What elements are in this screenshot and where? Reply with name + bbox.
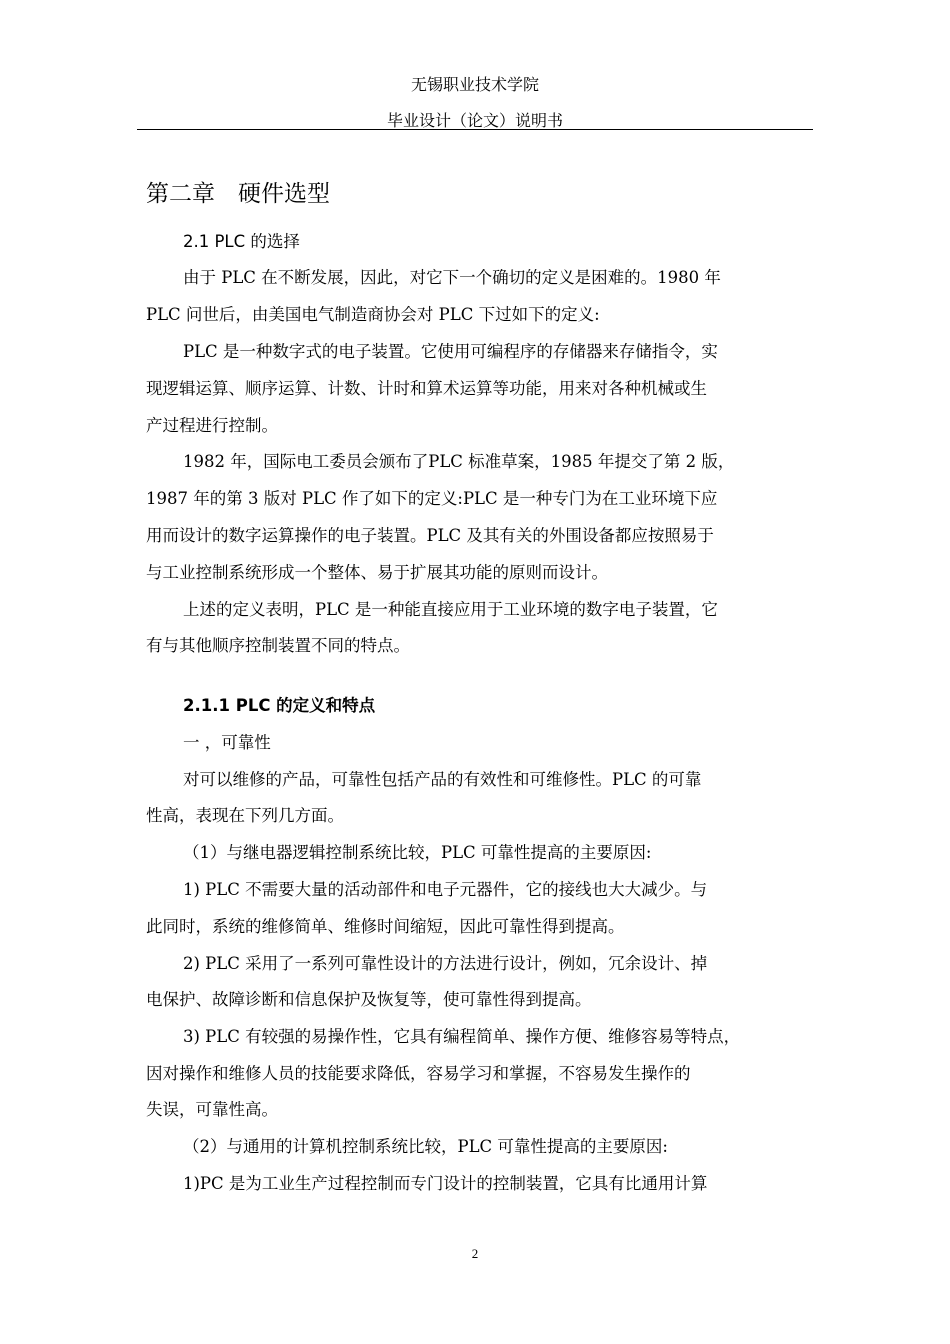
text-line: 对可以维修的产品，可靠性包括产品的有效性和可维修性。PLC 的可靠: [183, 770, 702, 789]
text-line: 用而设计的数字运算操作的电子装置。PLC 及其有关的外围设备都应按照易于: [146, 526, 714, 545]
text-line: 由于 PLC 在不断发展，因此，对它下一个确切的定义是困难的。1980 年: [183, 268, 721, 287]
text-line: 1987 年的第 3 版对 PLC 作了如下的定义:PLC 是一种专门为在工业环境下应: [146, 489, 718, 508]
text-line: 一 ，可靠性: [183, 733, 271, 752]
text-line: 有与其他顺序控制装置不同的特点。: [146, 636, 410, 655]
school-name: 无锡职业技术学院: [410, 75, 539, 94]
text-line: 3) PLC 有较强的易操作性，它具有编程简单、操作方便、维修容易等特点，: [183, 1027, 741, 1046]
text-line: 上述的定义表明，PLC 是一种能直接应用于工业环境的数字电子装置，它: [183, 600, 718, 619]
text-line: PLC 是一种数字式的电子装置。它使用可编程序的存储器来存储指令，实: [183, 342, 718, 361]
text-line: 电保护、故障诊断和信息保护及恢复等，使可靠性得到提高。: [146, 990, 592, 1009]
page-number: 2: [471, 1246, 479, 1261]
document-type: 毕业设计（论文）说明书: [386, 111, 563, 130]
chapter-title: 第二章 硬件选型: [146, 181, 330, 207]
text-line: 因对操作和维修人员的技能要求降低，容易学习和掌握，不容易发生操作的: [146, 1064, 691, 1083]
text-line: 性高，表现在下列几方面。: [146, 806, 344, 825]
text-line: 2.1 PLC 的选择: [183, 232, 300, 251]
text-line: PLC 问世后，由美国电气制造商协会对 PLC 下过如下的定义:: [146, 305, 600, 324]
text-line: 现逻辑运算、顺序运算、计数、计时和算术运算等功能，用来对各种机械或生: [146, 379, 707, 398]
text-line: 与工业控制系统形成一个整体、易于扩展其功能的原则而设计。: [146, 563, 608, 582]
text-line: 失误，可靠性高。: [146, 1100, 278, 1119]
text-line: 1) PLC 不需要大量的活动部件和电子元器件，它的接线也大大减少。与: [183, 880, 708, 899]
text-line: 1982 年，国际电工委员会颁布了PLC 标准草案，1985 年提交了第 2 版，: [183, 452, 735, 471]
text-line: 2) PLC 采用了一系列可靠性设计的方法进行设计，例如，冗余设计、掉: [183, 954, 708, 973]
text-line: 此同时，系统的维修简单、维修时间缩短，因此可靠性得到提高。: [146, 917, 625, 936]
text-line: （2）与通用的计算机控制系统比较，PLC 可靠性提高的主要原因:: [183, 1137, 668, 1156]
text-line: （1）与继电器逻辑控制系统比较，PLC 可靠性提高的主要原因:: [183, 843, 652, 862]
text-line: 产过程进行控制。: [146, 416, 278, 435]
text-line: 2.1.1 PLC 的定义和特点: [183, 696, 376, 715]
text-line: 1)PC 是为工业生产过程控制而专门设计的控制装置，它具有比通用计算: [183, 1174, 708, 1193]
header-divider: [137, 129, 813, 130]
